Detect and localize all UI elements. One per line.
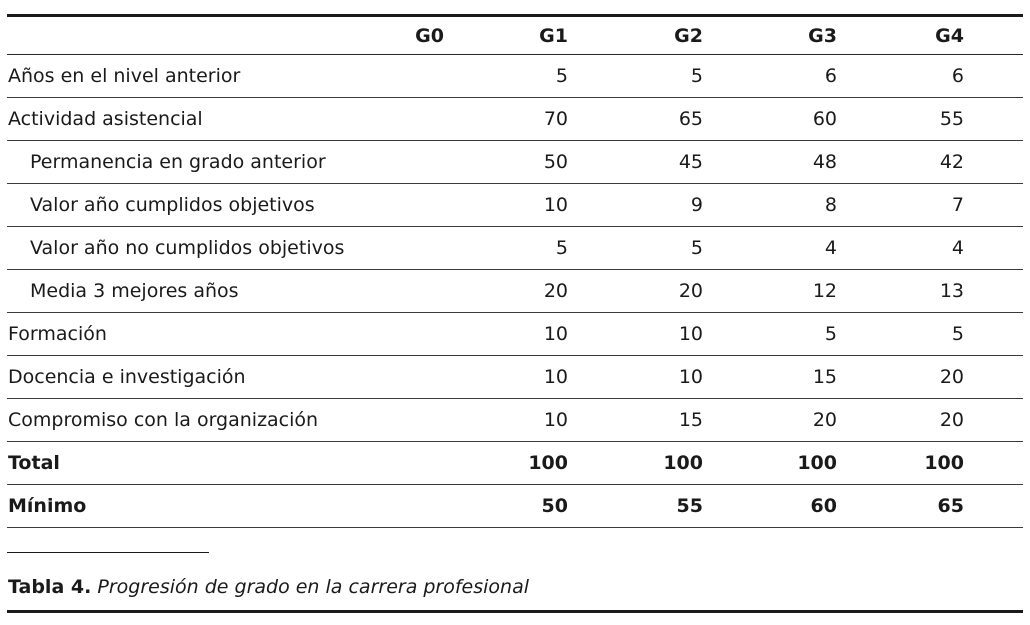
table-row <box>7 399 1023 442</box>
cell-g3: 6 <box>703 55 837 98</box>
table-row <box>7 141 1023 184</box>
table-header-row <box>7 17 1023 55</box>
cell-g0 <box>307 55 444 98</box>
table-row <box>7 55 1023 98</box>
cell-g1: 10 <box>444 356 568 399</box>
row-label: Media 3 mejores años <box>7 270 307 313</box>
cell-g0 <box>307 356 444 399</box>
cell-g3: 100 <box>703 442 837 485</box>
cell-g4: 13 <box>837 270 964 313</box>
row-spacer <box>964 227 1023 270</box>
cell-g1: 5 <box>444 55 568 98</box>
cell-g4: 100 <box>837 442 964 485</box>
row-label: Total <box>7 442 307 485</box>
caption-text: Progresión de grado en la carrera profesional <box>97 576 530 598</box>
cell-g2: 15 <box>568 399 703 442</box>
table-row <box>7 98 1023 141</box>
row-spacer <box>964 141 1023 184</box>
cell-g1: 50 <box>444 485 568 528</box>
cell-g3: 60 <box>703 98 837 141</box>
header-g0: G0 <box>307 17 444 55</box>
row-label: Años en el nivel anterior <box>7 55 307 98</box>
cell-g0 <box>307 442 444 485</box>
cell-g2: 45 <box>568 141 703 184</box>
cell-g4: 65 <box>837 485 964 528</box>
row-label: Valor año cumplidos objetivos <box>7 184 307 227</box>
cell-g4: 5 <box>837 313 964 356</box>
cell-g4: 7 <box>837 184 964 227</box>
cell-g0 <box>307 98 444 141</box>
header-g3: G3 <box>703 17 837 55</box>
row-label: Formación <box>7 313 307 356</box>
caption-label: Tabla 4. <box>8 576 92 598</box>
header-g4: G4 <box>837 17 964 55</box>
cell-g4: 20 <box>837 356 964 399</box>
table-row <box>7 270 1023 313</box>
header-label-column <box>7 17 307 55</box>
row-spacer <box>964 485 1023 528</box>
cell-g1: 10 <box>444 313 568 356</box>
cell-g0 <box>307 313 444 356</box>
table-row <box>7 313 1023 356</box>
cell-g0 <box>307 141 444 184</box>
table-row <box>7 485 1023 528</box>
cell-g3: 12 <box>703 270 837 313</box>
caption-rule <box>7 552 209 553</box>
row-label: Actividad asistencial <box>7 98 307 141</box>
cell-g0 <box>307 399 444 442</box>
cell-g3: 60 <box>703 485 837 528</box>
cell-g1: 50 <box>444 141 568 184</box>
row-label: Mínimo <box>7 485 307 528</box>
row-spacer <box>964 184 1023 227</box>
cell-g3: 48 <box>703 141 837 184</box>
cell-g0 <box>307 184 444 227</box>
cell-g2: 10 <box>568 356 703 399</box>
page-bottom-rule <box>7 610 1023 613</box>
table-row <box>7 227 1023 270</box>
cell-g3: 20 <box>703 399 837 442</box>
cell-g1: 100 <box>444 442 568 485</box>
cell-g4: 20 <box>837 399 964 442</box>
row-spacer <box>964 399 1023 442</box>
cell-g1: 5 <box>444 227 568 270</box>
row-spacer <box>964 98 1023 141</box>
cell-g2: 65 <box>568 98 703 141</box>
header-spacer <box>964 17 1023 55</box>
cell-g1: 10 <box>444 399 568 442</box>
header-g2: G2 <box>568 17 703 55</box>
cell-g3: 8 <box>703 184 837 227</box>
cell-g2: 9 <box>568 184 703 227</box>
cell-g2: 10 <box>568 313 703 356</box>
cell-g0 <box>307 485 444 528</box>
row-spacer <box>964 442 1023 485</box>
cell-g3: 5 <box>703 313 837 356</box>
cell-g1: 10 <box>444 184 568 227</box>
table-row <box>7 184 1023 227</box>
cell-g2: 55 <box>568 485 703 528</box>
row-label: Permanencia en grado anterior <box>7 141 307 184</box>
row-label: Docencia e investigación <box>7 356 307 399</box>
row-spacer <box>964 55 1023 98</box>
cell-g2: 20 <box>568 270 703 313</box>
grade-progression-table <box>7 17 1023 528</box>
table-row <box>7 442 1023 485</box>
row-spacer <box>964 356 1023 399</box>
row-spacer <box>964 313 1023 356</box>
cell-g1: 70 <box>444 98 568 141</box>
table-caption <box>8 576 529 598</box>
cell-g2: 5 <box>568 227 703 270</box>
header-g1: G1 <box>444 17 568 55</box>
cell-g1: 20 <box>444 270 568 313</box>
row-spacer <box>964 270 1023 313</box>
table-body <box>7 55 1023 528</box>
cell-g4: 42 <box>837 141 964 184</box>
cell-g3: 4 <box>703 227 837 270</box>
cell-g4: 55 <box>837 98 964 141</box>
row-label: Compromiso con la organización <box>7 399 307 442</box>
cell-g2: 100 <box>568 442 703 485</box>
row-label: Valor año no cumplidos objetivos <box>7 227 307 270</box>
cell-g4: 4 <box>837 227 964 270</box>
cell-g0 <box>307 270 444 313</box>
cell-g2: 5 <box>568 55 703 98</box>
cell-g4: 6 <box>837 55 964 98</box>
table-row <box>7 356 1023 399</box>
cell-g3: 15 <box>703 356 837 399</box>
